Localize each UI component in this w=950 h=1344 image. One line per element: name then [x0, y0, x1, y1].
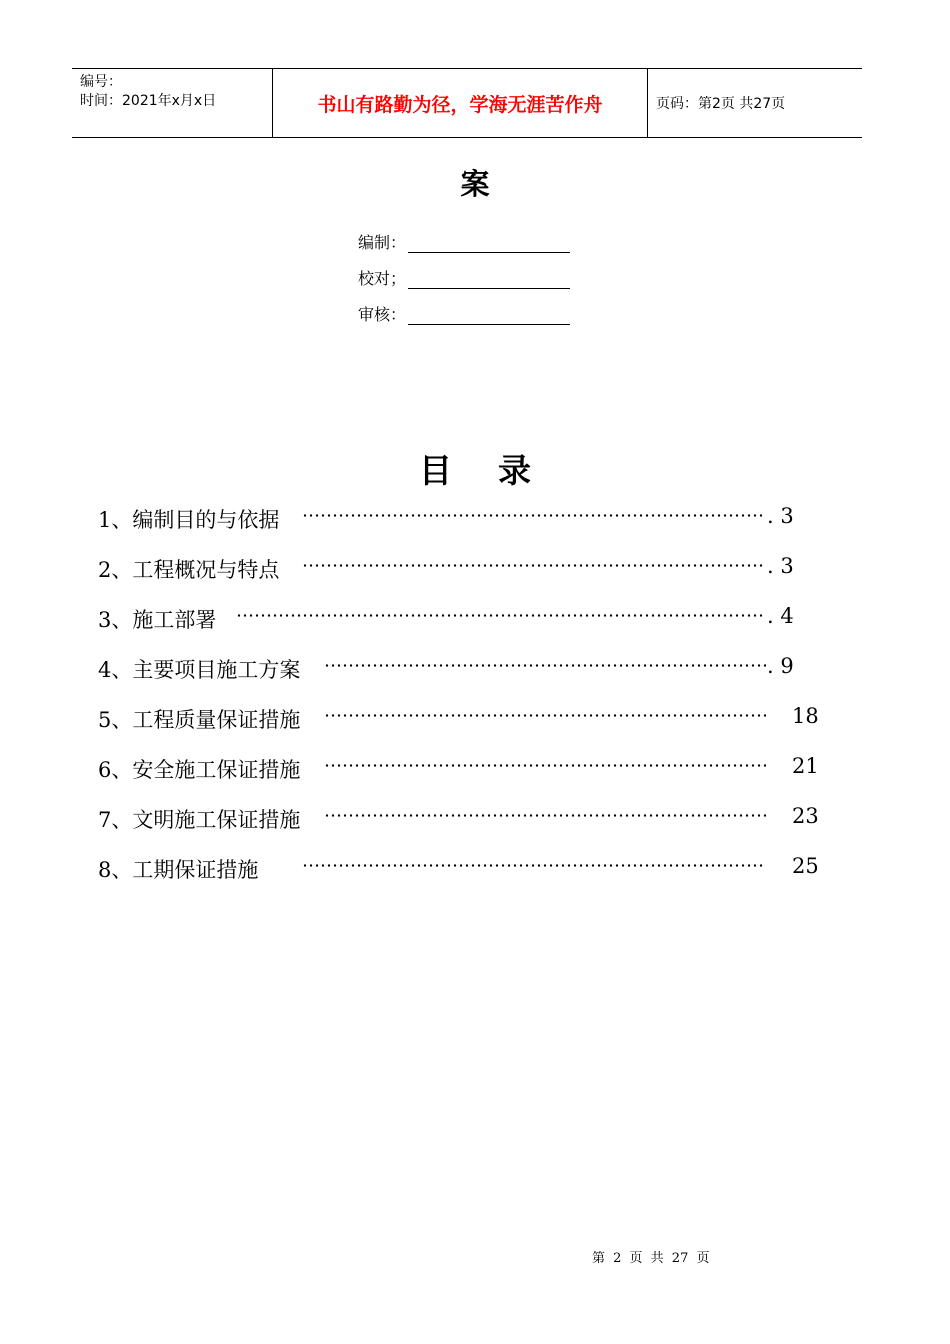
signature-line — [408, 234, 570, 253]
toc-entry-label: 5、工程质量保证措施 — [98, 708, 301, 732]
header-left-cell — [72, 69, 273, 137]
toc-entry-label: 1、编制目的与依据 — [98, 508, 280, 532]
toc-leader-dots — [302, 563, 764, 568]
toc-leader-dots — [324, 663, 766, 668]
header-page-info: 页码：第2页 共27页 — [656, 96, 786, 112]
toc-entry[interactable] — [98, 700, 818, 750]
signoff-compile — [358, 230, 570, 253]
table-of-contents — [98, 500, 818, 900]
document-number-label: 编号： — [80, 74, 122, 90]
document-time-label: 时间：2021年x月x日 — [80, 93, 217, 109]
toc-entry-label: 8、工期保证措施 — [98, 858, 259, 882]
toc-leader-dots — [324, 713, 766, 718]
signoff-label: 审核： — [358, 305, 407, 324]
page-footer: 第 2 页 共 27 页 — [592, 1251, 710, 1266]
toc-entry[interactable] — [98, 800, 818, 850]
toc-entry-label: 6、安全施工保证措施 — [98, 758, 301, 782]
toc-entry[interactable] — [98, 500, 818, 550]
toc-leader-dots — [236, 613, 764, 618]
toc-entry-page: . 3 — [767, 504, 794, 528]
signoff-label: 编制： — [358, 233, 407, 252]
toc-leader-dots — [324, 763, 766, 768]
toc-entry[interactable] — [98, 550, 818, 600]
toc-entry-page: . 3 — [767, 554, 794, 578]
toc-entry-page: 23 — [792, 804, 819, 828]
toc-leader-dots — [302, 513, 764, 518]
signoff-proofread — [358, 266, 570, 289]
toc-leader-dots — [324, 813, 766, 818]
toc-entry-label: 3、施工部署 — [98, 608, 217, 632]
toc-entry-page: . 4 — [767, 604, 794, 628]
document-title-fragment: 案 — [460, 167, 490, 201]
toc-entry[interactable] — [98, 650, 818, 700]
toc-entry-label: 4、主要项目施工方案 — [98, 658, 301, 682]
signature-line — [408, 270, 570, 289]
toc-entry-page: 18 — [792, 704, 819, 728]
toc-entry-label: 7、文明施工保证措施 — [98, 808, 301, 832]
signoff-label: 校对； — [358, 269, 407, 288]
toc-leader-dots — [302, 863, 766, 868]
header-motto: 书山有路勤为径，学海无涯苦作舟 — [273, 69, 648, 137]
toc-entry[interactable] — [98, 750, 818, 800]
toc-entry-page: . 9 — [767, 654, 794, 678]
toc-entry[interactable] — [98, 850, 818, 900]
toc-entry-page: 25 — [792, 854, 819, 878]
toc-entry-page: 21 — [792, 754, 819, 778]
toc-entry-label: 2、工程概况与特点 — [98, 558, 280, 582]
signoff-review — [358, 302, 570, 325]
page-header — [72, 68, 862, 138]
toc-entry[interactable] — [98, 600, 818, 650]
toc-title: 目录 — [419, 451, 577, 490]
signature-line — [408, 306, 570, 325]
